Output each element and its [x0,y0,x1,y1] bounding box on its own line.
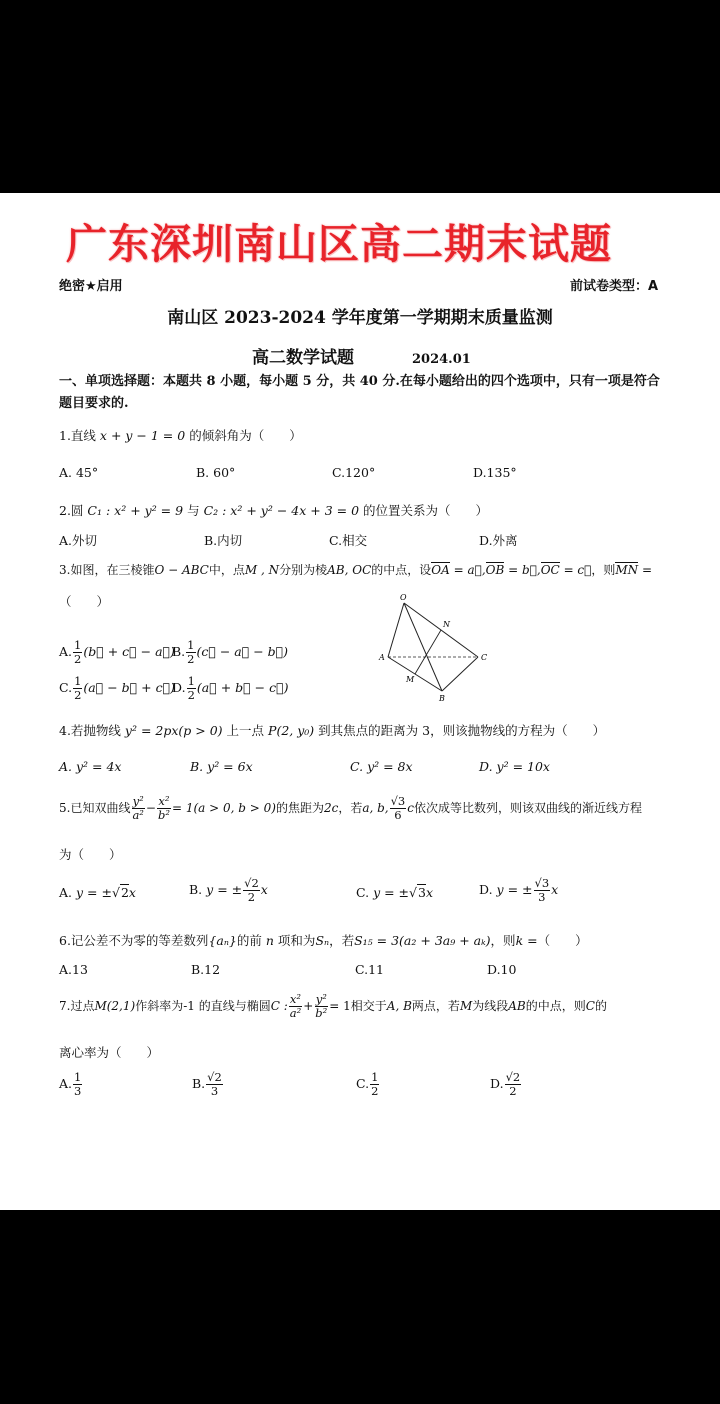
section-instructions: 一、单项选择题：本题共 8 小题，每小题 5 分，共 40 分.在每小题给出的四个选项中，只有一项是符合题目要求的. [59,374,660,411]
q6-sn: Sₙ [315,933,330,948]
q3-text-1: 中，点 [208,563,245,577]
exam-title: 南山区 2023-2024 学年度第一学期期末质量监测 [167,308,553,328]
q5-option-b: B. y = ± $\frac{√2}{2}$ x [189,876,268,904]
q7-seg: AB [508,999,526,1013]
q4-expr: y² = 2px(p > 0) [124,723,223,738]
q3-option-c-letter: C. [59,680,73,695]
question-4 [59,721,605,739]
q5-option-a: A. y = ±√2x [59,885,136,900]
q7-text-6: 的 [594,999,607,1013]
q5-frac-2: $\frac{\text{x²}}{\text{b²}}$ [157,794,170,822]
q5-prefix: 5.已知双曲线 [59,801,131,815]
q2-mid: 与 [187,503,200,518]
q7-text-5: 的中点，则 [525,999,586,1013]
q6-expr: S₁₅ = 3(a₂ + 3a₉ + aₖ) [354,933,491,948]
question-6 [59,931,588,949]
q3-vector-oa: OA [431,563,450,577]
question-5 [59,795,642,822]
q3-option-a-letter: A. [59,644,73,659]
paper-type-label: 前试卷类型：A [569,279,658,294]
q2-option-c: C.相交 [329,533,368,548]
q3-points: M , N [244,563,280,577]
q3-vector-ob: OB [485,563,505,577]
q6-k: k = [515,933,538,948]
question-1 [59,426,302,444]
q3-option-c-body: (a⃗ − b⃗ + c⃗) [83,680,175,695]
q3-options-row-2 [59,674,289,702]
q5-seq: a, b, [362,801,389,815]
q2-circle-2: C₂ : x² + y² − 4x + 3 = 0 [203,503,360,518]
q6-option-a: A.13 [59,962,88,977]
q4-option-a: A. y² = 4x [59,759,122,774]
q4-option-d: D. y² = 10x [479,759,550,774]
label-n: N [443,620,450,629]
q6-text-3: ，若 [329,933,355,948]
q2-option-b: B.内切 [204,533,243,548]
q3-edges: AB, OC [327,563,372,577]
label-a: A [379,653,385,662]
q7-text-2: 相交于 [350,999,387,1013]
q5-text-1: 的焦距为 [275,801,324,815]
q3-vector-mn: MN [615,563,639,577]
q7-frac-2: $\frac{\text{y²}}{\text{b²}}$ [315,992,328,1020]
q3-option-b: B. $\frac{1}{2}$ (c⃗ − a⃗ − b⃗) [172,638,289,666]
q1-option-a: A. 45° [59,465,99,480]
q3-option-a-body: (b⃗ + c⃗ − a⃗) [83,644,175,659]
q7-option-d: D. $\frac{√2}{2}$ [490,1070,521,1098]
q5-2c: 2c [323,801,339,815]
q3-text-4: ，则 [591,563,616,577]
q1-expr: x + y − 1 = 0 [99,428,186,443]
q5-c: c [407,801,414,815]
q3-eq-a: = a⃗, [449,563,486,577]
tetrahedron-diagram [374,591,494,703]
q7-text-4: 为线段 [472,999,509,1013]
q6-option-c: C.11 [355,962,384,977]
q3-options-row-1 [59,638,289,666]
label-c: C [481,653,488,662]
q6-prefix: 6.记公差不为零的等差数列 [59,933,209,948]
secret-label: 绝密★启用 [59,279,123,294]
q6-option-d: D.10 [487,962,517,977]
q5-frac-1: $\frac{\text{y²}}{\text{a²}}$ [132,794,144,822]
label-o: O [400,593,407,602]
q6-seq: {aₙ} [208,933,237,948]
q3-text-3: 的中点，设 [371,563,432,577]
q3-option-a-frac: $\frac{1}{2}$ [74,638,82,666]
q6-option-b: B.12 [191,962,221,977]
q5-cond: = 1(a > 0, b > 0) [171,801,276,815]
q2-option-a: A.外切 [59,533,98,548]
q1-prefix: 1.直线 [59,428,96,443]
q4-mid: 上一点 [226,723,265,738]
header-row [59,275,658,294]
q6-suffix: （ ） [537,933,588,948]
q1-option-c: C.120° [332,465,376,480]
q3-eq: = [638,563,653,577]
q7-c2: C [585,999,595,1013]
q1-option-b: B. 60° [196,465,236,480]
q6-text-4: ，则 [490,933,516,948]
q6-text-2: 项和为 [277,933,316,948]
q4-point: P(2, y₀) [268,723,315,738]
q4-option-b: B. y² = 6x [190,759,253,774]
q4-suffix: 到其焦点的距离为 3，则该抛物线的方程为（ ） [318,723,606,738]
q4-prefix: 4.若抛物线 [59,723,121,738]
subject-title [252,343,471,368]
q1-option-d: D.135° [473,465,517,480]
subject-name: 高二数学试题 [252,348,354,368]
q7-m: M [459,999,473,1013]
q2-suffix: 的位置关系为（ ） [363,503,489,518]
banner-title: 广东深圳南山区高二期末试题 [66,220,612,268]
question-7 [59,993,607,1020]
q6-text-1: 的前 [236,933,262,948]
q3-text-2: 分别为棱 [279,563,328,577]
q5-option-d: D. y = ± $\frac{√3}{3}$ x [479,876,559,904]
q7-text-3: 两点，若 [411,999,460,1013]
q5-line-2: 为（ ） [59,847,122,862]
q7-prefix: 7.过点 [59,999,95,1013]
q3-eq-b: = b⃗, [504,563,541,577]
q7-option-a: A. $\frac{1}{3}$ [59,1070,82,1098]
question-3 [59,561,652,578]
q5-text-2: ，若 [338,801,363,815]
q3-vector-oc: OC [540,563,560,577]
q7-option-b: B. $\frac{√2}{3}$ [192,1070,222,1098]
label-m: M [406,675,415,684]
q3-option-d: D. $\frac{1}{2}$ (a⃗ + b⃗ − c⃗) [172,674,289,702]
q7-point: M(2,1) [94,999,136,1013]
q4-option-c: C. y² = 8x [350,759,413,774]
exam-page [0,193,720,1210]
q7-line-2: 离心率为（ ） [59,1045,160,1060]
q3-prefix: 3.如图，在三棱锥 [59,563,155,577]
q5-minus: − [145,801,156,815]
q7-frac-1: $\frac{\text{x²}}{\text{a²}}$ [289,992,302,1020]
q7-text-1: 作斜率为-1 的直线与椭圆 [135,999,271,1013]
q7-ab: A, B [386,999,412,1013]
q5-frac-3: $\frac{√3}{6}$ [390,794,406,822]
label-b: B [439,694,445,703]
q2-prefix: 2.圆 [59,503,84,518]
q3-eq-c: = c⃗ [559,563,592,577]
q6-n: n [265,933,274,948]
q7-eq: = 1 [329,999,351,1013]
q3-paren: （ ） [59,594,110,609]
q7-option-c: C. $\frac{1}{2}$ [356,1070,379,1098]
q2-option-d: D.外离 [479,533,518,548]
q7-c: C : [270,999,288,1013]
q5-option-c: C. y = ±√3x [356,885,434,900]
q7-plus: + [303,999,314,1013]
q3-option-c-frac: $\frac{1}{2}$ [74,674,82,702]
q2-circle-1: C₁ : x² + y² = 9 [87,503,184,518]
question-2 [59,501,488,519]
exam-date: 2024.01 [412,352,471,367]
q3-solid: O − ABC [154,563,209,577]
q5-text-3: 依次成等比数列，则该双曲线的渐近线方程 [414,801,643,815]
q1-suffix: 的倾斜角为（ ） [189,428,302,443]
